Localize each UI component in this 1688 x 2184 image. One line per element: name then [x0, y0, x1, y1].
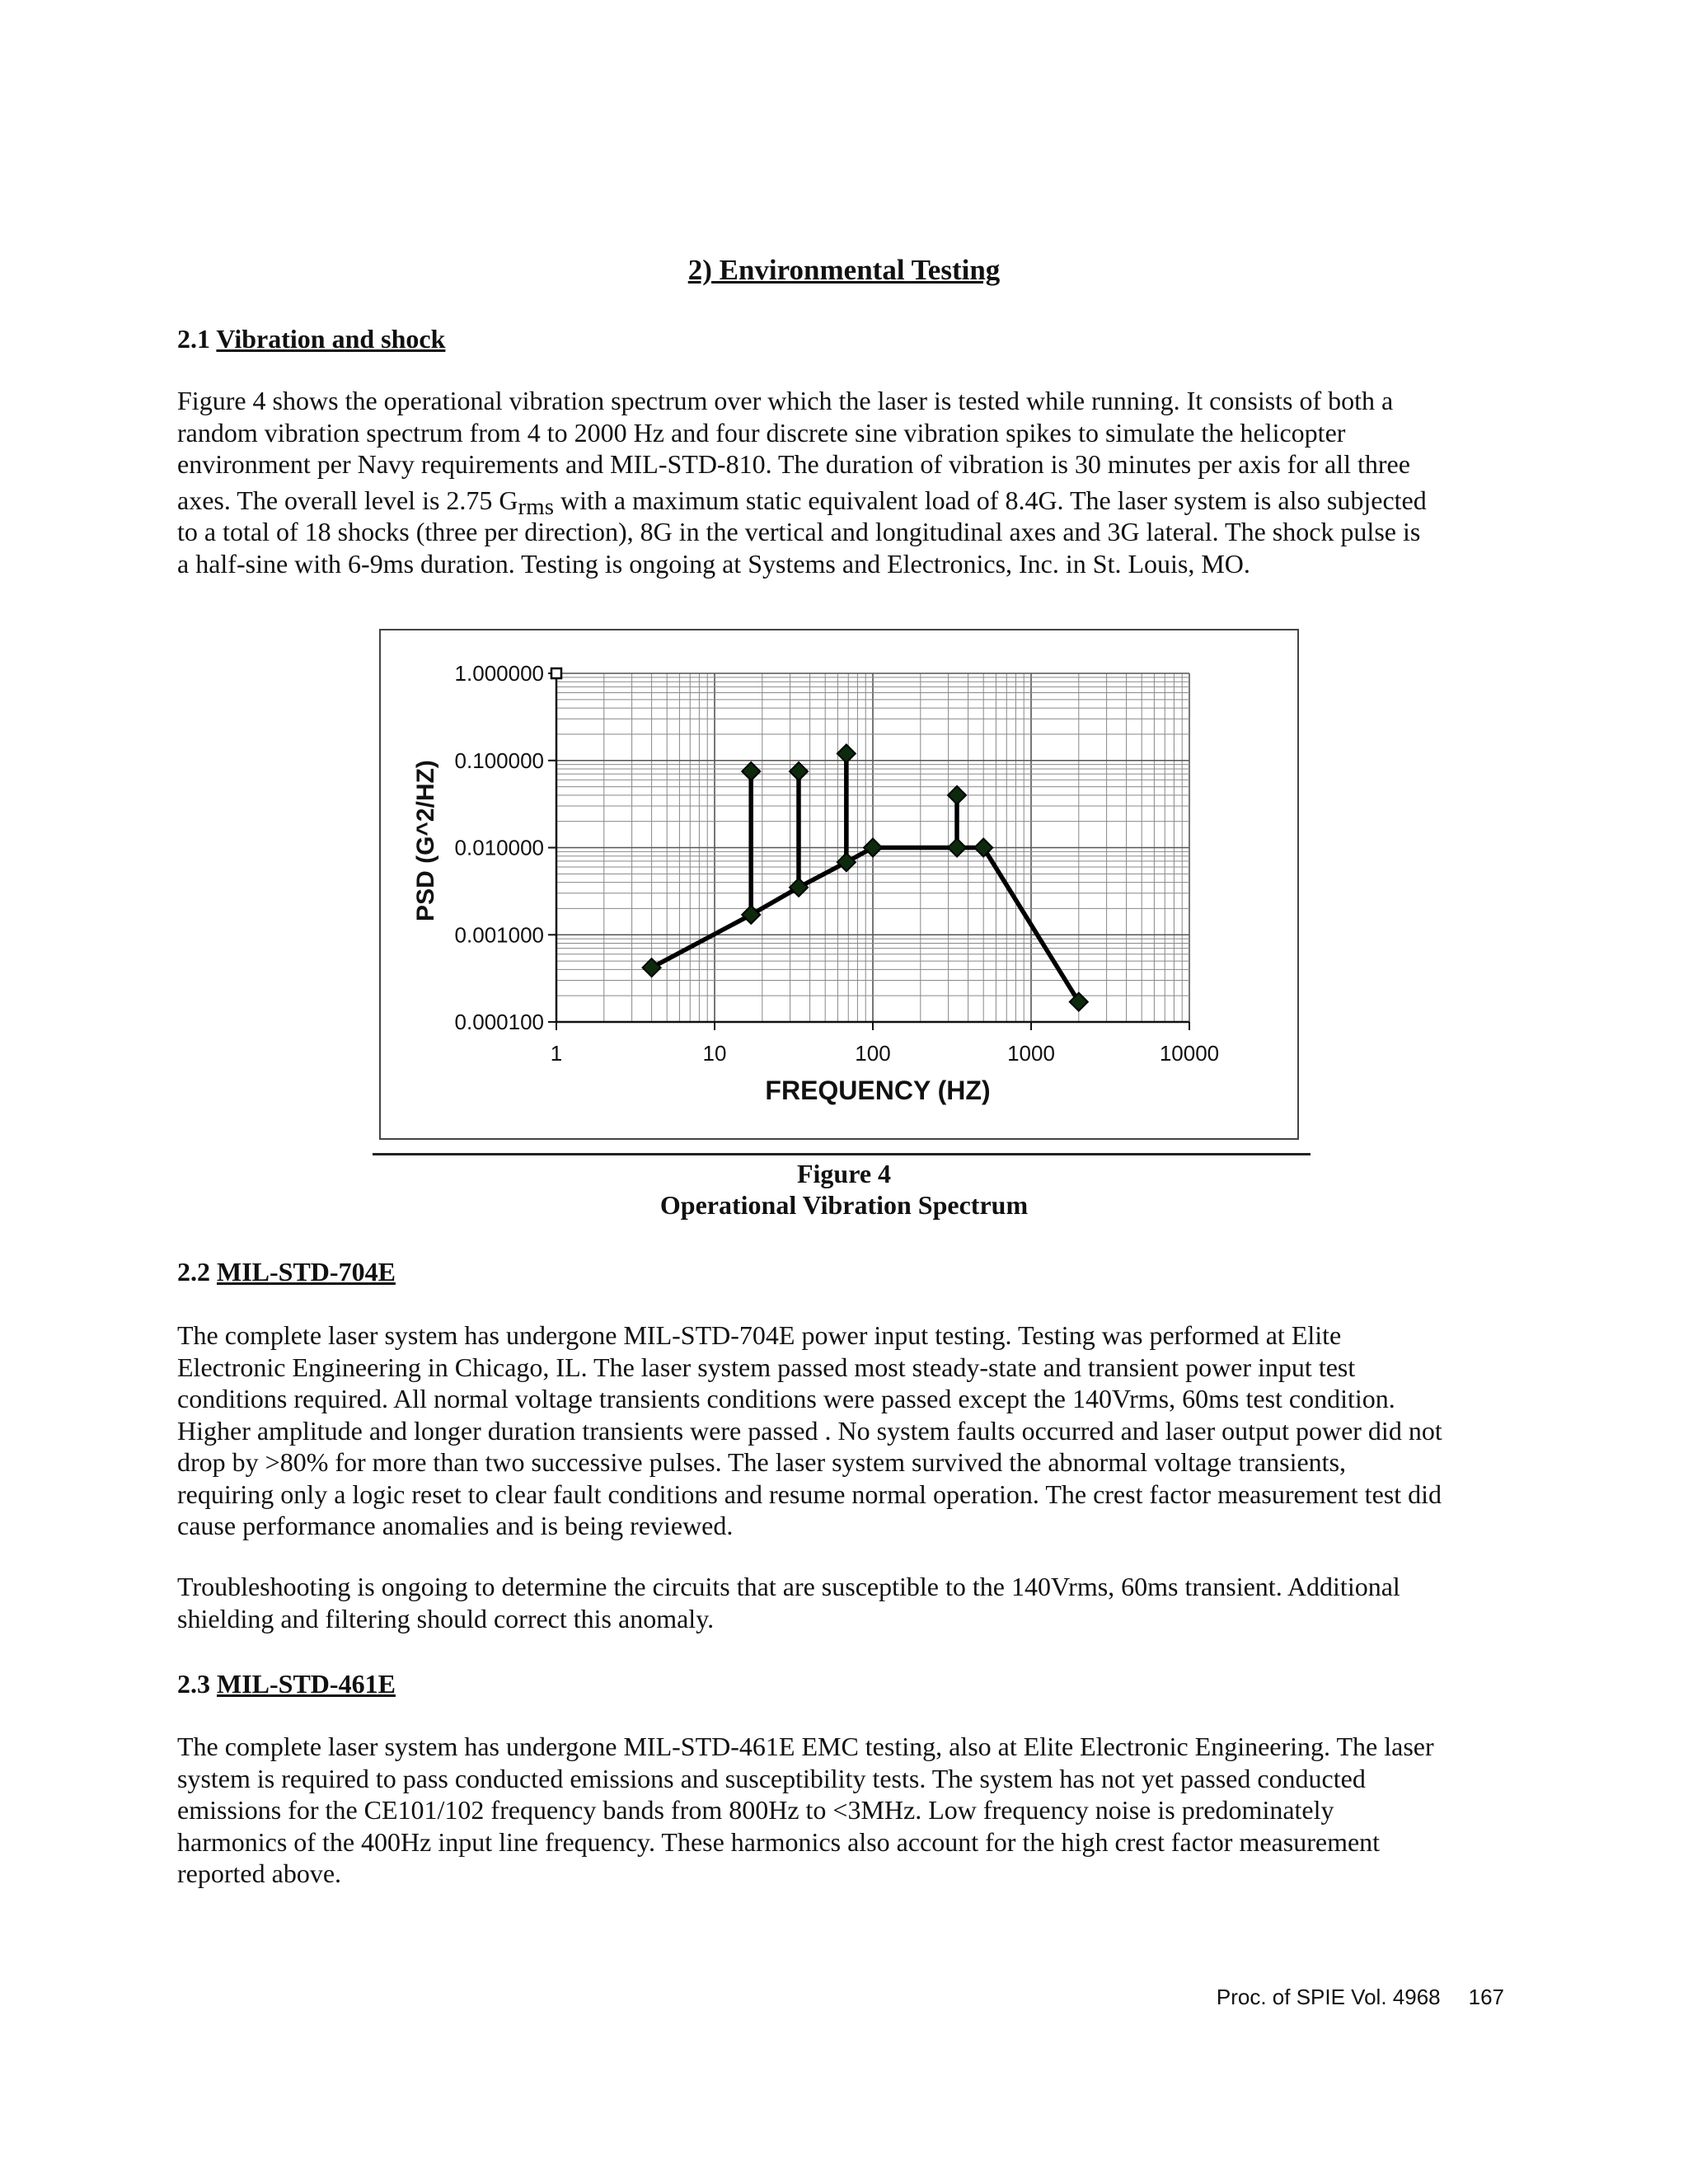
x-tick-label: 1000 — [1007, 1041, 1055, 1066]
subscript: rms — [518, 493, 555, 520]
y-tick-label: 0.000100 — [454, 1010, 544, 1034]
subsection-number: 2.3 — [177, 1669, 210, 1699]
series-line-random-vibration — [652, 848, 1079, 1002]
subsection-title: MIL-STD-461E — [217, 1669, 396, 1699]
figure-rule — [373, 1153, 1311, 1155]
text-line: Electronic Engineering in Chicago, IL. The laser system passed most steady-state and transient power input test — [177, 1352, 1356, 1382]
y-tick-label: 0.010000 — [454, 835, 544, 860]
subsection-title: MIL-STD-704E — [217, 1257, 396, 1286]
text-line: Higher amplitude and longer duration transients were passed . No system faults occurred and laser output power did not — [177, 1415, 1442, 1446]
y-tick-label: 0.100000 — [454, 748, 544, 773]
text-line: drop by >80% for more than two successive pulses. The laser system survived the abnormal voltage transients, — [177, 1447, 1347, 1477]
paragraph-mil-std-704e — [177, 1319, 1521, 1542]
x-axis-label: FREQUENCY (HZ) — [765, 1076, 991, 1105]
page-number: 167 — [1468, 1985, 1504, 2009]
data-point-marker — [948, 786, 966, 804]
data-point-marker — [790, 879, 808, 897]
text-fragment: axes. The overall level is 2.75 G — [177, 485, 518, 515]
figure-title: Operational Vibration Spectrum — [659, 1190, 1029, 1220]
text-line: environment per Navy requirements and MIL-STD-810. The duration of vibration is 30 minutes per axis for all three — [177, 449, 1410, 479]
x-tick-label: 10000 — [1159, 1041, 1220, 1066]
x-tick-label: 10 — [702, 1041, 727, 1066]
x-tick-label: 1 — [550, 1041, 563, 1066]
text-line: a half-sine with 6-9ms duration. Testing is ongoing at Systems and Electronics, Inc. in St. Louis, MO. — [177, 548, 1250, 579]
text-line: conditions required. All normal voltage transients conditions were passed except the 140Vrms, 60ms test condition. — [177, 1384, 1395, 1413]
subsection-number: 2.2 — [177, 1257, 210, 1286]
text-line: reported above. — [177, 1858, 342, 1888]
data-point-marker — [864, 839, 882, 857]
text-line: Figure 4 shows the operational vibration spectrum over which the laser is tested while running. It consists of both a — [177, 386, 1394, 415]
figure-label: Figure 4 — [796, 1159, 892, 1188]
text-line: shielding and filtering should correct this anomaly. — [177, 1603, 715, 1633]
x-tick-label: 100 — [855, 1041, 891, 1066]
subsection-heading-2-3 — [177, 1669, 396, 1699]
data-point-marker — [742, 762, 760, 780]
text-line: requiring only a logic reset to clear fault conditions and resume normal operation. The crest factor measurement test did — [177, 1479, 1442, 1509]
data-point-marker — [948, 839, 966, 857]
y-tick-labels — [455, 661, 544, 1034]
subsection-number: 2.1 — [177, 324, 210, 354]
figure-caption — [0, 1158, 1688, 1221]
chart-series — [652, 753, 1079, 1001]
paragraph-troubleshooting — [177, 1571, 1521, 1634]
text-line: The complete laser system has undergone MIL-STD-704E power input testing. Testing was performed at Elite — [177, 1320, 1342, 1350]
subsection-heading-2-2 — [177, 1257, 396, 1287]
section-title-text: 2) Environmental Testing — [687, 254, 1001, 286]
y-axis-label: PSD (G^2/HZ) — [412, 760, 439, 921]
text-line: to a total of 18 shocks (three per direction), 8G in the vertical and longitudinal axes and 3G lateral. The shock pulse is — [177, 517, 1421, 546]
x-tick-labels — [551, 1041, 1219, 1066]
y-tick-label: 1.000000 — [454, 661, 544, 686]
text-line: emissions for the CE101/102 frequency bands from 800Hz to <3MHz. Low frequency noise is predominately — [177, 1795, 1334, 1825]
proceedings-label: Proc. of SPIE Vol. 4968 — [1216, 1985, 1441, 2009]
paragraph-mil-std-461e — [177, 1731, 1521, 1890]
text-line: Troubleshooting is ongoing to determine the circuits that are susceptible to the 140Vrms, 60ms transient. Additional — [177, 1572, 1400, 1601]
text-fragment: with a maximum static equivalent load of 8.4G. The laser system is also subjected — [554, 485, 1427, 515]
text-line: system is required to pass conducted emissions and susceptibility tests. The system has not yet passed conducted — [177, 1763, 1366, 1793]
text-line: cause performance anomalies and is being reviewed. — [177, 1511, 734, 1540]
y-tick-label: 0.001000 — [454, 922, 544, 948]
origin-marker — [551, 668, 561, 678]
page-footer — [1217, 1985, 1504, 2010]
text-line: random vibration spectrum from 4 to 2000 Hz and four discrete sine vibration spikes to simulate the helicopter — [177, 417, 1346, 448]
text-line: harmonics of the 400Hz input line frequency. These harmonics also account for the high crest factor measurement — [177, 1826, 1381, 1857]
text-line: The complete laser system has undergone MIL-STD-461E EMC testing, also at Elite Electronic Engineering. The laser — [177, 1732, 1434, 1761]
data-point-marker — [790, 762, 808, 780]
subsection-title: Vibration and shock — [216, 324, 446, 354]
